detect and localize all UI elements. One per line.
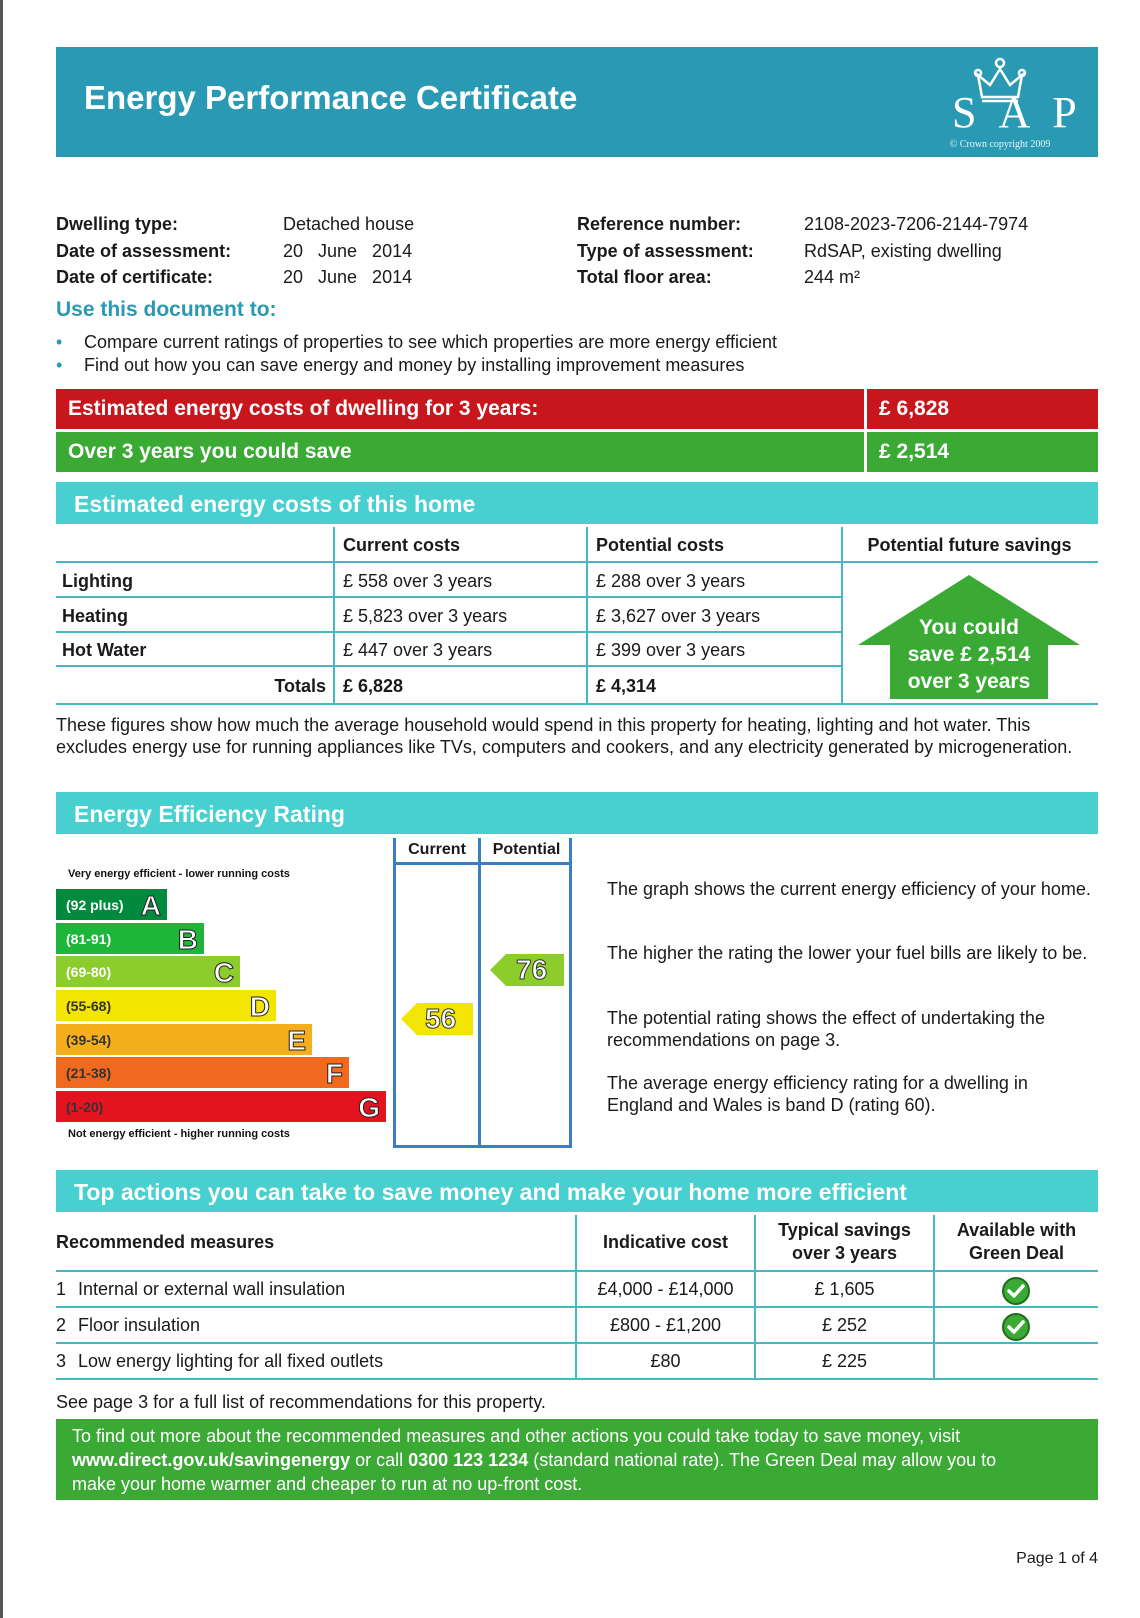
header-savings: over 3 years (791, 1243, 898, 1263)
actions-table (56, 1215, 1098, 1380)
page-number: Page 1 of 4 (1016, 1550, 1098, 1567)
measure-number: 3 (56, 1351, 67, 1371)
date-certificate-value: 20 June 2014 (283, 267, 413, 287)
more-info-banner (56, 1419, 1098, 1500)
banner-line: To find out more about the recommended measures and other actions you could take today to save money, visit (72, 1426, 961, 1446)
use-bullet (56, 332, 777, 353)
type-assessment-value: RdSAP, existing dwelling (804, 241, 1002, 261)
bullet-icon: • (56, 332, 63, 352)
savings-line: save £ 2,514 (907, 643, 1031, 666)
band-g (56, 1091, 386, 1122)
table-rule (56, 665, 843, 667)
potential-rating-arrow (490, 954, 564, 986)
savings-house-graphic (858, 575, 1080, 699)
row-current: £ 447 over 3 years (343, 640, 493, 660)
banner-line (72, 1448, 1082, 1472)
band-letter: E (287, 1025, 306, 1056)
sap-logo-text: SAP (952, 88, 1099, 137)
band-letter: C (213, 957, 234, 988)
band-letter: G (358, 1092, 380, 1123)
efficiency-rating-chart (56, 838, 576, 1148)
table-rule (56, 1378, 1098, 1380)
measure-cost: £800 - £1,200 (609, 1315, 722, 1335)
page-edge (0, 0, 3, 1618)
potential-column (481, 838, 572, 1148)
band-range: (21-38) (66, 1065, 112, 1081)
dwelling-type-value: Detached house (283, 214, 415, 234)
table-rule (56, 631, 843, 633)
floor-area-value: 244 m² (804, 267, 861, 287)
estimated-cost-label: Estimated energy costs of dwelling for 3 years: (56, 389, 864, 429)
current-column (393, 838, 481, 1148)
current-rating-value: 56 (425, 1003, 457, 1034)
band-range: (39-54) (66, 1032, 112, 1048)
column-header-rule (393, 862, 572, 865)
table-rule (56, 561, 1098, 563)
row-potential: £ 288 over 3 years (596, 571, 746, 591)
rating-explanation: The average energy efficiency rating for a dwelling in England and Wales is band D (rating 60). (607, 1073, 1028, 1115)
band-range: (1-20) (66, 1099, 104, 1115)
reference-value: 2108-2023-7206-2144-7974 (804, 214, 1029, 234)
row-name: Hot Water (62, 640, 147, 660)
floor-area-label: Total floor area: (577, 267, 712, 287)
header-green-deal: Green Deal (968, 1243, 1065, 1263)
band-b (56, 923, 204, 954)
certificate-header (56, 47, 1098, 157)
check-circle-icon (1001, 1312, 1031, 1342)
save-value: £ 2,514 (867, 432, 1098, 472)
row-potential: £ 399 over 3 years (596, 640, 746, 660)
savings-line: over 3 years (907, 670, 1031, 693)
table-rule (56, 1270, 1098, 1272)
measure-number: 2 (56, 1315, 67, 1335)
banner-line: make your home warmer and cheaper to run at no up-front cost. (72, 1474, 583, 1494)
reference-label: Reference number: (577, 214, 742, 234)
savingenergy-link[interactable]: www.direct.gov.uk/savingenergy (72, 1450, 351, 1470)
band-letter: A (140, 890, 161, 921)
measure-cost: £80 (650, 1351, 681, 1371)
actions-section-header: Top actions you can take to save money and make your home more efficient (56, 1170, 1098, 1212)
header-green-deal: Available with (956, 1220, 1077, 1240)
date-certificate-label: Date of certificate: (56, 267, 214, 287)
use-bullet-text: Compare current ratings of properties to see which properties are more energy efficient (84, 332, 778, 352)
band-d (56, 990, 276, 1021)
measure-name: Low energy lighting for all fixed outlets (78, 1351, 384, 1371)
band-a (56, 889, 167, 920)
date-assessment-value: 20 June 2014 (283, 241, 413, 261)
row-potential: £ 3,627 over 3 years (596, 606, 761, 626)
header-future-savings: Potential future savings (867, 535, 1072, 555)
band-range: (55-68) (66, 998, 112, 1014)
row-name: Lighting (62, 571, 133, 591)
rating-section-header: Energy Efficiency Rating (56, 792, 1098, 834)
phone-number: 0300 123 1234 (408, 1450, 529, 1470)
rating-explanation: The graph shows the current energy efficiency of your home. (607, 879, 1091, 899)
date-assessment-label: Date of assessment: (56, 241, 232, 261)
header-indicative-cost: Indicative cost (602, 1232, 729, 1252)
see-page-note: See page 3 for a full list of recommendations for this property. (56, 1392, 546, 1412)
header-potential-costs: Potential costs (596, 535, 725, 555)
current-rating-arrow (401, 1003, 473, 1035)
band-c (56, 956, 240, 987)
measure-name: Internal or external wall insulation (78, 1279, 346, 1299)
rating-bottom-note: Not energy efficient - higher running costs (68, 1128, 290, 1140)
type-assessment-label: Type of assessment: (577, 241, 754, 261)
rating-explanation: The higher the rating the lower your fuel bills are likely to be. (607, 943, 1088, 963)
table-rule (56, 1306, 1098, 1308)
table-rule (56, 703, 1098, 705)
band-range: (81-91) (66, 931, 112, 947)
rating-explanation: The potential rating shows the effect of undertaking the recommendations on page 3. (607, 1008, 1045, 1050)
estimated-cost-bar (56, 389, 1098, 429)
check-circle-icon (1001, 1276, 1031, 1306)
use-bullet-text: Find out how you can save energy and money by installing improvement measures (84, 355, 745, 375)
use-bullet (56, 355, 744, 376)
page-title: Energy Performance Certificate (84, 79, 578, 116)
rating-top-note: Very energy efficient - lower running costs (68, 868, 290, 880)
totals-potential: £ 4,314 (596, 676, 657, 696)
band-range: (69-80) (66, 964, 112, 980)
banner-text: or call (350, 1450, 409, 1470)
use-document-title: Use this document to: (56, 298, 277, 321)
current-column-header: Current (408, 841, 466, 858)
table-rule (333, 527, 335, 705)
header-current-costs: Current costs (343, 535, 461, 555)
measure-number: 1 (56, 1279, 67, 1299)
measure-cost: £4,000 - £14,000 (597, 1279, 734, 1299)
table-rule (56, 596, 843, 598)
band-f (56, 1057, 349, 1088)
band-letter: F (325, 1058, 343, 1089)
sap-copyright: © Crown copyright 2009 (949, 139, 1051, 150)
potential-rating-value: 76 (516, 954, 548, 985)
bullet-icon: • (56, 355, 63, 375)
totals-current: £ 6,828 (343, 676, 404, 696)
dwelling-type-label: Dwelling type: (56, 214, 179, 234)
measure-name: Floor insulation (78, 1315, 201, 1335)
measure-saving: £ 225 (821, 1351, 868, 1371)
band-letter: B (177, 924, 198, 955)
sap-logo (930, 53, 1099, 150)
costs-section-header: Estimated energy costs of this home (56, 482, 1098, 524)
row-name: Heating (62, 606, 129, 626)
header-savings: Typical savings (778, 1220, 911, 1240)
costs-note: These figures show how much the average household would spend in this property for heating, lighting and hot water. This excludes energy use for running appliances like TVs, computers and cookers, and any electricity generated by microgeneration. (56, 715, 1073, 757)
band-letter: D (249, 991, 270, 1022)
estimated-cost-value: £ 6,828 (867, 389, 1098, 429)
table-rule (586, 527, 588, 705)
row-current: £ 5,823 over 3 years (343, 606, 508, 626)
band-e (56, 1024, 312, 1055)
potential-column-header: Potential (492, 841, 561, 858)
band-range: (92 plus) (66, 897, 124, 913)
save-label: Over 3 years you could save (56, 432, 864, 472)
save-bar (56, 432, 1098, 472)
measure-saving: £ 252 (821, 1315, 868, 1335)
header-measures: Recommended measures (56, 1232, 275, 1252)
table-rule (56, 1342, 1098, 1344)
banner-text: (standard national rate). The Green Deal may allow you to (528, 1450, 997, 1470)
totals-label: Totals (274, 676, 326, 696)
measure-saving: £ 1,605 (814, 1279, 875, 1299)
savings-line: You could (919, 616, 1019, 639)
row-current: £ 558 over 3 years (343, 571, 493, 591)
